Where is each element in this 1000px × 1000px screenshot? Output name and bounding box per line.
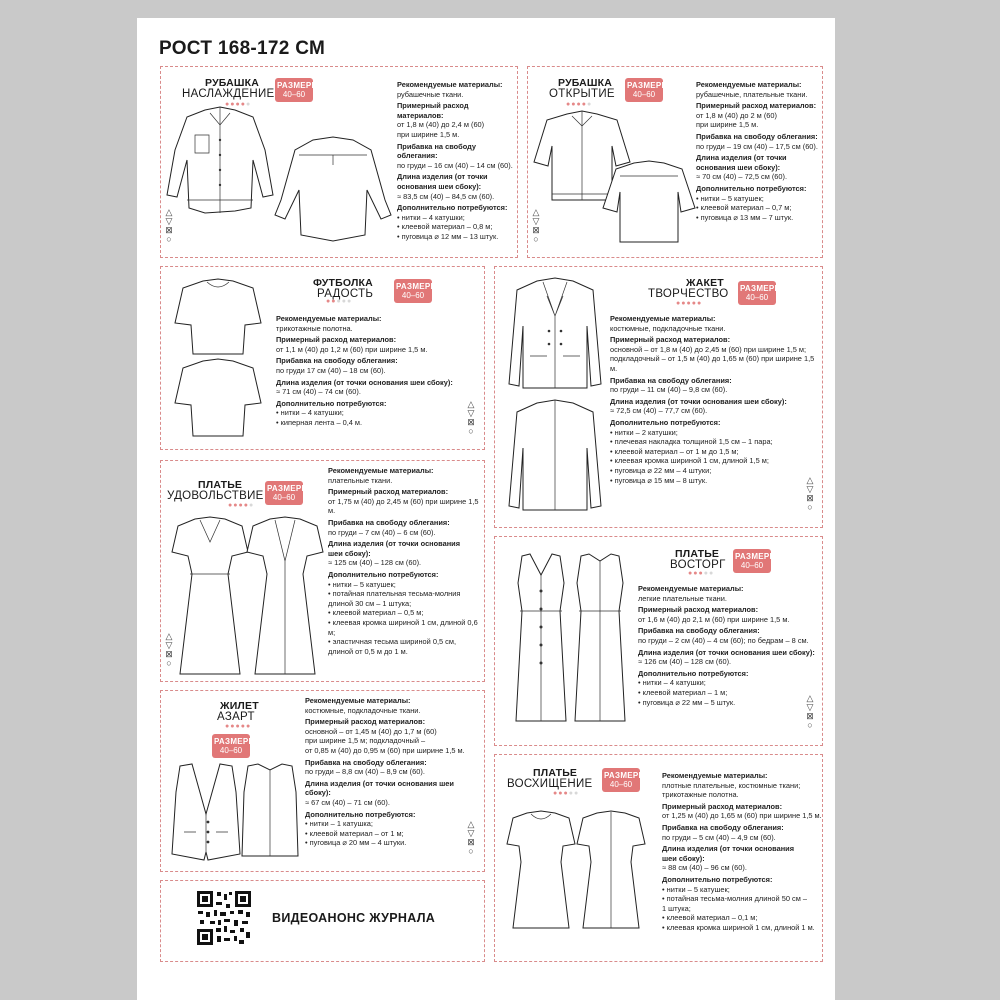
spec-text: • нитки – 2 катушки; • плечевая накладка толщиной 1,5 см – 1 пара; • клеевой материал – от 1 м до 1,5 м; • клеевая кромка шириной 1 см, длиной 1,5 м; • пуговица ⌀ 22 мм – 4 штуки; • пуговица ⌀ 15 мм – 8 штук. [610,427,773,485]
care-symbol-icon: △ [467,819,475,829]
difficulty-dot-filled: ● [691,300,697,307]
card-specs [328,466,483,656]
spec-heading: Рекомендуемые материалы: [638,584,744,593]
care-symbol-icon: ⊠ [467,417,475,427]
care-symbol-icon: ○ [807,502,813,512]
spec-heading: Примерный расход материалов: [696,101,817,111]
spec-text: по груди – 19 см (40) – 17,5 см (60). [696,141,818,151]
difficulty-dots [566,101,592,108]
spec-text: от 1,75 м (40) до 2,45 м (60) при ширине 1,5 м. [328,496,479,516]
difficulty-dot-filled: ● [581,101,587,108]
difficulty-dot-filled: ● [235,101,241,108]
care-symbol-icon: ⊠ [532,225,540,235]
spec-text: основной – от 1,8 м (40) до 2,45 м (60) при ширине 1,5 м; подкладочный – от 1,5 м (40) до 1,65 м (60) при ширине 1,5 м. [610,344,815,373]
vest-back-drawing [240,762,300,862]
difficulty-dot-filled: ● [240,101,246,108]
difficulty-dot-filled: ● [230,723,236,730]
difficulty-dot-filled: ● [676,300,682,307]
spec-text: • нитки – 5 катушек; • потайная плательная тесьма-молния длиной 30 см – 1 штука; • клеевой материал – 0,5 м; • клеевая кромка шириной 1 см, длиной 0,6 м; • эластичная тесьма шириной 0,5 см, длиной от 0,5 м до 1 м. [328,579,478,656]
care-symbol-icon: △ [806,475,814,485]
sizes-badge: РАЗМЕРЫ 40–60 [265,481,303,505]
difficulty-dot-filled: ● [558,790,564,797]
sizes-badge: РАЗМЕРЫ 40–60 [602,768,640,792]
care-symbol-icon: △ [806,693,814,703]
card-title: ЖАКЕТ [686,277,724,289]
care-symbol-icon: ○ [166,234,172,244]
difficulty-dot-empty: ● [703,570,709,577]
card-subtitle: ВОСТОРГ [670,559,726,571]
difficulty-dot-filled: ● [228,502,234,509]
care-symbol-icon: ▽ [532,216,540,226]
card-subtitle: ОТКРЫТИЕ [549,88,615,100]
dress-front-drawing [170,516,250,676]
spec-text: от 1,25 м (40) до 1,65 м (60) при ширине 1,5 м. [662,811,822,821]
difficulty-dot-filled: ● [688,570,694,577]
dress-back-drawing [571,553,629,723]
spec-text: • нитки – 4 катушки; • клеевой материал – 0,8 м; • пуговица ⌀ 12 мм – 13 штук. [397,212,499,241]
card-title: ПЛАТЬЕ [675,548,720,560]
difficulty-dot-filled: ● [576,101,582,108]
difficulty-dot-filled: ● [686,300,692,307]
difficulty-dot-empty: ● [245,101,252,108]
care-symbols [531,208,541,244]
card-title: ПЛАТЬЕ [198,479,243,491]
difficulty-dot-empty: ● [568,790,574,797]
difficulty-dots [228,502,254,509]
spec-text: ≈ 125 см (40) – 128 см (60). [328,558,422,568]
care-symbol-icon: ⊠ [806,711,814,721]
spec-text: ≈ 67 см (40) – 71 см (60). [305,797,390,807]
spec-text: по груди – 7 см (40) – 6 см (60). [328,527,436,537]
spec-heading: Примерный расход материалов: [610,335,731,345]
difficulty-dot-filled: ● [243,502,249,509]
care-symbol-icon: ⊠ [165,225,173,235]
care-symbol-icon: △ [467,399,475,409]
care-symbol-icon: ⊠ [165,649,173,659]
page-title: РОСТ 168-172 СМ [159,38,326,59]
spec-text: по груди – 2 см (40) – 4 см (60); по бедрам – 8 см. [638,635,809,645]
jacket-back-drawing [505,398,605,513]
spec-text: от 1,6 м (40) до 2,1 м (60) при ширине 1,5 м. [638,614,790,624]
care-symbol-icon: ○ [533,234,539,244]
care-symbol-icon: △ [165,207,173,217]
card-specs [276,314,481,428]
spec-heading: Длина изделия (от точки основания шеи сбоку): [610,396,787,406]
care-symbol-icon: △ [165,631,173,641]
care-symbol-icon: ⊠ [467,837,475,847]
dress-back-drawing [575,810,647,930]
difficulty-dots [676,300,702,307]
difficulty-dot-filled: ● [238,502,244,509]
spec-heading: Прибавка на свободу облегания: [328,517,450,527]
care-symbols [466,820,476,856]
spec-text: по груди – 16 см (40) – 14 см (60). [397,160,513,170]
sizes-badge: РАЗМЕРЫ 40–60 [275,78,313,102]
spec-text: легкие плательные ткани. [638,593,727,603]
spec-text: рубашечные, плательные ткани. [696,89,808,99]
care-symbol-icon: ○ [468,846,474,856]
spec-heading: Длина изделия (от точки основания шеи сбоку): [328,539,461,558]
spec-text: от 1,8 м (40) до 2 м (60) при ширине 1,5 м. [696,110,777,130]
difficulty-dot-filled: ● [563,790,569,797]
difficulty-dot-filled: ● [698,570,704,577]
spec-text: • нитки – 5 катушек; • потайная тесьма-молния длиной 50 см – 1 штука; • клеевой материал – 0,1 м; • клеевая кромка шириной 1 см, длиной 1 м. [662,884,815,932]
spec-heading: Рекомендуемые материалы: [662,771,768,780]
spec-text: основной – от 1,45 м (40) до 1,7 м (60) при ширине 1,5 м; подкладочный – от 0,85 м (40) до 0,95 м (60) при ширине 1,5 м. [305,726,465,755]
spec-text: • нитки – 1 катушка; • клеевой материал – от 1 м; • пуговица ⌀ 20 мм – 4 штуки. [305,819,407,848]
spec-text: от 1,1 м (40) до 1,2 м (60) при ширине 1,5 м. [276,344,428,354]
spec-text: ≈ 71 см (40) – 74 см (60). [276,387,361,397]
care-symbol-icon: ▽ [165,216,173,226]
difficulty-dot-empty: ● [341,298,347,305]
card-specs [610,314,820,485]
spec-heading: Длина изделия (от точки основания шеи сбоку): [638,647,815,657]
difficulty-dots [326,298,352,305]
care-symbol-icon: ▽ [165,640,173,650]
care-symbol-icon: ▽ [467,408,475,418]
card-specs [696,80,821,222]
difficulty-dot-filled: ● [245,723,252,730]
difficulty-dot-filled: ● [571,101,577,108]
spec-heading: Примерный расход материалов: [638,605,759,615]
spec-heading: Длина изделия (от точки основания шеи сбоку): [662,844,795,863]
care-symbols [805,694,815,730]
spec-text: ≈ 70 см (40) – 72,5 см (60). [696,172,788,182]
spec-heading: Дополнительно потребуются: [638,668,749,678]
spec-text: плотные плательные, костюмные ткани; трикотажные полотна. [662,780,801,800]
difficulty-dot-filled: ● [681,300,687,307]
spec-text: • нитки – 5 катушек; • клеевой материал – 0,7 м; • пуговица ⌀ 13 мм – 7 штук. [696,193,794,222]
card-title: РУБАШКА [205,77,260,89]
card-specs [397,80,517,242]
care-symbols [466,400,476,436]
card-title: РУБАШКА [558,77,613,89]
spec-text: по груди – 5 см (40) – 4,9 см (60). [662,832,776,842]
card-subtitle: ТВОРЧЕСТВО [648,288,729,300]
spec-text: ≈ 126 см (40) – 128 см (60). [638,657,732,667]
card-subtitle: РАДОСТЬ [317,288,374,300]
spec-heading: Рекомендуемые материалы: [328,466,434,475]
difficulty-dot-filled: ● [225,723,231,730]
difficulty-dot-filled: ● [326,298,332,305]
spec-heading: Рекомендуемые материалы: [276,314,382,323]
video-promo-label[interactable]: ВИДЕОАНОНС ЖУРНАЛА [272,911,436,925]
spec-heading: Дополнительно потребуются: [276,398,387,408]
spec-text: по груди 17 см (40) – 18 см (60). [276,365,386,375]
difficulty-dot-empty: ● [573,790,580,797]
spec-text: рубашечные ткани. [397,89,464,99]
spec-text: ≈ 88 см (40) – 96 см (60). [662,863,747,873]
difficulty-dot-filled: ● [566,101,572,108]
difficulty-dots [553,790,579,797]
difficulty-dot-filled: ● [240,723,246,730]
care-symbol-icon: ▽ [806,702,814,712]
sizes-badge: РАЗМЕРЫ 40–60 [394,279,432,303]
difficulty-dot-filled: ● [233,502,239,509]
difficulty-dot-empty: ● [336,298,342,305]
care-symbol-icon: ▽ [467,828,475,838]
spec-text: от 1,8 м (40) до 2,4 м (60) при ширине 1,5 м. [397,120,485,139]
spec-heading: Прибавка на свободу облегания: [662,822,784,832]
difficulty-dot-filled: ● [235,723,241,730]
spec-heading: Длина изделия (от точки основания шеи сбоку): [397,172,488,191]
spec-heading: Дополнительно потребуются: [662,874,773,884]
spec-heading: Дополнительно потребуются: [397,203,508,213]
difficulty-dot-empty: ● [248,502,255,509]
care-symbol-icon: ▽ [806,484,814,494]
spec-heading: Рекомендуемые материалы: [610,314,716,323]
tshirt-front-drawing [173,278,263,356]
care-symbol-icon: ⊠ [806,493,814,503]
spec-heading: Прибавка на свободу облегания: [610,375,732,385]
card-specs [305,696,480,848]
spec-text: по груди – 8,8 см (40) – 8,9 см (60). [305,767,425,777]
difficulty-dot-filled: ● [225,101,231,108]
sizes-badge: РАЗМЕРЫ 40–60 [733,549,771,573]
card-specs [662,771,822,933]
dress-front-drawing [505,810,577,930]
spec-heading: Дополнительно потребуются: [305,809,416,819]
spec-heading: Рекомендуемые материалы: [696,80,802,89]
spec-text: плательные ткани. [328,475,393,485]
difficulty-dot-filled: ● [331,298,337,305]
vest-front-drawing [170,762,242,862]
spec-text: костюмные, подкладочные ткани. [305,705,421,715]
spec-text: по груди – 11 см (40) – 9,8 см (60). [610,385,728,395]
spec-heading: Примерный расход материалов: [328,487,449,497]
difficulty-dot-empty: ● [346,298,353,305]
sizes-badge: РАЗМЕРЫ 40–60 [738,281,776,305]
card-subtitle: УДОВОЛЬСТВИЕ [167,490,264,502]
qr-code-icon[interactable] [196,890,252,946]
spec-heading: Дополнительно потребуются: [696,183,807,193]
difficulty-dot-filled: ● [696,300,703,307]
shirt-back-drawing [602,160,697,245]
difficulty-dot-filled: ● [230,101,236,108]
difficulty-dot-empty: ● [708,570,715,577]
care-symbol-icon: ○ [807,720,813,730]
spec-text: • нитки – 4 катушки; • киперная лента – 0,4 м. [276,408,363,427]
difficulty-dots [688,570,714,577]
dress-back-drawing [245,516,325,676]
care-symbol-icon: ○ [468,426,474,436]
difficulty-dot-empty: ● [586,101,593,108]
spec-heading: Примерный расход материалов: [305,717,426,727]
shirt-back-drawing [273,135,393,245]
card-subtitle: НАСЛАЖДЕНИЕ [182,88,275,100]
care-symbol-icon: △ [532,207,540,217]
spec-heading: Примерный расход материалов: [276,335,397,345]
card-subtitle: АЗАРТ [217,711,255,723]
spec-text: трикотажные полотна. [276,323,353,333]
spec-heading: Длина изделия (от точки основания шеи сбоку): [696,153,787,172]
card-subtitle: ВОСХИЩЕНИЕ [507,778,593,790]
spec-text: костюмные, подкладочные ткани. [610,323,726,333]
care-symbol-icon: ○ [166,658,172,668]
spec-heading: Длина изделия (от точки основания шеи сбоку): [276,377,453,387]
care-symbols [805,476,815,512]
spec-heading: Рекомендуемые материалы: [397,80,503,89]
spec-heading: Прибавка на свободу облегания: [696,131,818,141]
spec-heading: Рекомендуемые материалы: [305,696,411,705]
spec-heading: Прибавка на свободу облегания: [638,626,760,636]
spec-heading: Дополнительно потребуются: [328,569,439,579]
difficulty-dots [225,723,251,730]
sizes-badge: РАЗМЕРЫ 40–60 [212,734,250,758]
card-specs [638,584,818,707]
tshirt-back-drawing [173,358,263,438]
card-title: ЖИЛЕТ [220,700,259,712]
card-title: ПЛАТЬЕ [533,767,578,779]
spec-heading: Примерный расход материалов: [662,801,783,811]
spec-heading: Длина изделия (от точки основания шеи сбоку): [305,778,454,798]
spec-text: • нитки – 4 катушки; • клеевой материал – 1 м; • пуговица ⌀ 22 мм – 5 штук. [638,678,736,707]
spec-heading: Прибавка на свободу облегания: [276,356,398,366]
sizes-badge: РАЗМЕРЫ 40–60 [625,78,663,102]
dress-front-drawing [512,553,570,723]
difficulty-dot-filled: ● [693,570,699,577]
jacket-front-drawing [505,276,605,391]
card-title: ФУТБОЛКА [313,277,373,289]
difficulty-dot-filled: ● [553,790,559,797]
spec-text: ≈ 72,5 см (40) – 77,7 см (60). [610,406,708,416]
spec-heading: Дополнительно потребуются: [610,417,721,427]
spec-heading: Примерный расход материалов: [397,101,469,120]
spec-heading: Прибавка на свободу облегания: [305,757,427,767]
spec-heading: Прибавка на свободу облегания: [397,141,477,161]
spec-text: ≈ 83,5 см (40) – 84,5 см (60). [397,191,495,201]
shirt-front-drawing [165,105,275,215]
